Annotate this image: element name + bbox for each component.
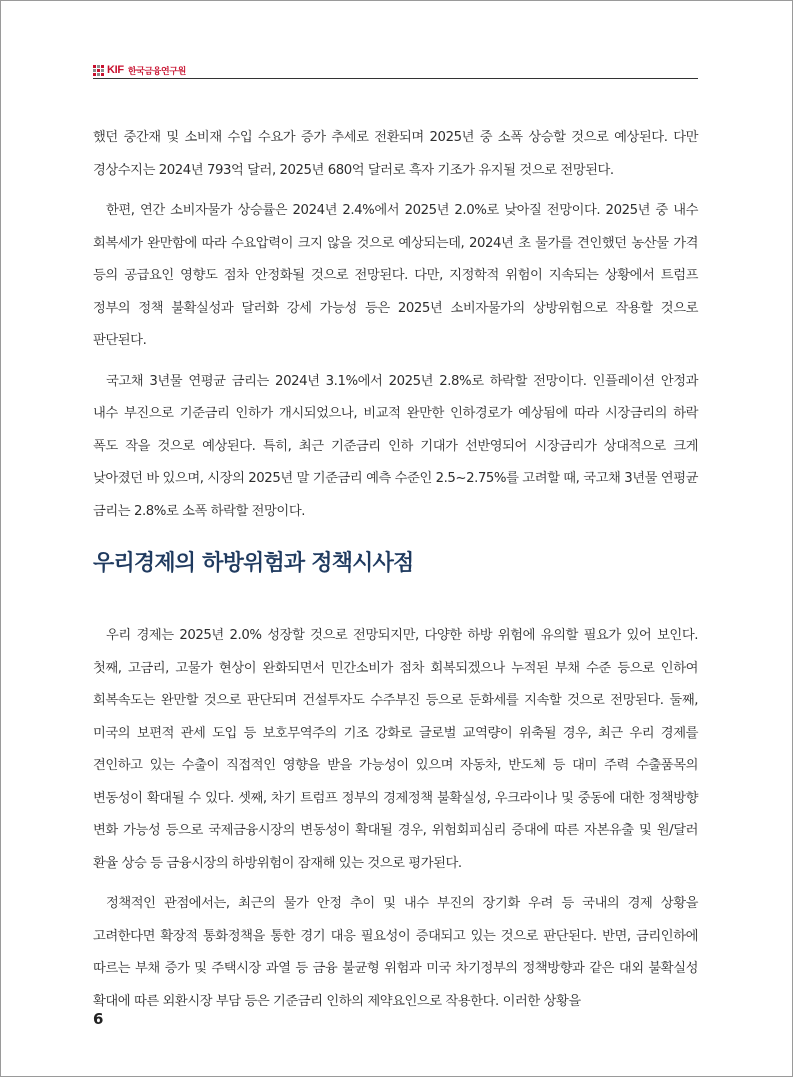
header-divider [93,78,698,79]
kif-logo-icon [93,65,104,76]
paragraph: 국고채 3년물 연평균 금리는 2024년 3.1%에서 2025년 2.8%로 하락할 전망이다. 인플레이션 안정과 내수 부진으로 기준금리 인하가 개시되었으나, 비교적 완만한 인하경로가 예상됨에 따라 시장금리의 하락 폭도 작을 것으로 예상된다. 특히, 최근 기준금리 인하 기대가 선반영되어 시장금리가 상대적으로 크게 낮아졌던 바 있으며, 시장의 2025년 말 기준금리 예측 수준인 2.5~2.75%를 고려할 때, 국고채 3년물 연평균 금리는 2.8%로 소폭 하락할 전망이다. [93,373,698,519]
page-number: 6 [93,1010,104,1028]
paragraph: 정책적인 관점에서는, 최근의 물가 안정 추이 및 내수 부진의 장기화 우려 등 국내의 경제 상황을 고려한다면 확장적 통화정책을 통한 경기 대응 필요성이 증대되고 있는 것으로 판단된다. 반면, 금리인하에 따르는 부채 증가 및 주택시장 과열 등 금융 불균형 위험과 미국 차기정부의 정책방향과 같은 대외 불확실성 확대에 따른 외환시장 부담 등은 기준금리 인하의 제약요인으로 작용한다. 이러한 상황을 [93,896,698,1009]
paragraph: 우리 경제는 2025년 2.0% 성장할 것으로 전망되지만, 다양한 하방 위험에 유의할 필요가 있어 보인다. 첫째, 고금리, 고물가 현상이 완화되면서 민간소비가 점차 회복되겠으나 누적된 부채 수준 등으로 인하여 회복속도는 완만할 것으로 판단되며 건설투자도 수주부진 등으로 둔화세를 지속할 것으로 전망된다. 둘째, 미국의 보편적 관세 도입 등 보호무역주의 기조 강화로 글로벌 교역량이 위축될 경우, 최근 우리 경제를 견인하고 있는 수출이 직접적인 영향을 받을 가능성이 있으며 자동차, 반도체 등 대미 주력 수출품목의 변동성이 확대될 수 있다. 셋째, 차기 트럼프 정부의 경제정책 불확실성, 우크라이나 및 중동에 대한 정책방향 변화 가능성 등으로 국제금융시장의 변동성이 확대될 경우, 위험회피심리 증대에 따른 자본유출 및 원/달러 환율 상승 등 금융시장의 하방위험이 잠재해 있는 것으로 평가된다. [93,628,698,871]
paragraph: 했던 중간재 및 소비재 수입 수요가 증가 추세로 전환되며 2025년 중 소폭 상승할 것으로 예상된다. 다만 경상수지는 2024년 793억 달러, 2025년 680억 달러로 흑자 기조가 유지될 것으로 전망된다. [93,130,698,178]
logo-kif-text: KIF [107,64,124,76]
body-section-bottom [93,620,698,1026]
body-section-top [93,122,698,536]
page-header [93,62,698,78]
institute-name: 한국금융연구원 [127,66,186,77]
section-title: 우리경제의 하방위험과 정책시사점 [93,551,414,576]
paragraph: 한편, 연간 소비자물가 상승률은 2024년 2.4%에서 2025년 2.0%로 낮아질 전망이다. 2025년 중 내수 회복세가 완만함에 따라 수요압력이 크지 않을 것으로 예상되는데, 2024년 초 물가를 견인했던 농산물 가격 등의 공급요인 영향도 점차 안정화될 것으로 전망된다. 다만, 지정학적 위험이 지속되는 상황에서 트럼프 정부의 정책 불확실성과 달러화 강세 가능성 등은 2025년 소비자물가의 상방위험으로 작용할 것으로 판단된다. [93,203,698,348]
